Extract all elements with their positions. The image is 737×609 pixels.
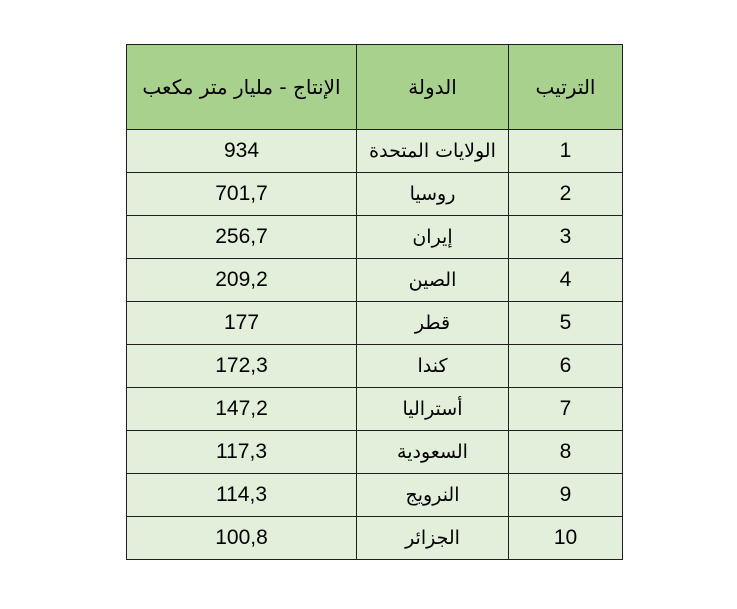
table-row xyxy=(127,302,623,345)
cell-country: إيران xyxy=(357,216,509,259)
cell-country: الولايات المتحدة xyxy=(357,130,509,173)
cell-production: 147,2 xyxy=(127,388,357,431)
cell-country: الصين xyxy=(357,259,509,302)
table-row xyxy=(127,474,623,517)
cell-production: 209,2 xyxy=(127,259,357,302)
cell-country: كندا xyxy=(357,345,509,388)
cell-production: 256,7 xyxy=(127,216,357,259)
cell-rank: 6 xyxy=(509,345,623,388)
cell-production: 701,7 xyxy=(127,173,357,216)
cell-production: 114,3 xyxy=(127,474,357,517)
table-row xyxy=(127,130,623,173)
cell-production: 172,3 xyxy=(127,345,357,388)
cell-production: 117,3 xyxy=(127,431,357,474)
cell-rank: 9 xyxy=(509,474,623,517)
header-rank: الترتيب xyxy=(509,45,623,130)
table-body xyxy=(127,130,623,560)
cell-country: أستراليا xyxy=(357,388,509,431)
production-table-container xyxy=(126,44,622,560)
header-production: الإنتاج - مليار متر مكعب xyxy=(127,45,357,130)
table-row xyxy=(127,431,623,474)
cell-rank: 2 xyxy=(509,173,623,216)
cell-production: 100,8 xyxy=(127,517,357,560)
table-row xyxy=(127,345,623,388)
table-row xyxy=(127,216,623,259)
cell-rank: 10 xyxy=(509,517,623,560)
table-row xyxy=(127,388,623,431)
cell-country: النرويج xyxy=(357,474,509,517)
table-row xyxy=(127,259,623,302)
gas-production-table xyxy=(126,44,623,560)
table-row xyxy=(127,173,623,216)
cell-rank: 3 xyxy=(509,216,623,259)
cell-rank: 5 xyxy=(509,302,623,345)
cell-rank: 8 xyxy=(509,431,623,474)
cell-country: قطر xyxy=(357,302,509,345)
cell-country: الجزائر xyxy=(357,517,509,560)
table-row xyxy=(127,517,623,560)
cell-country: السعودية xyxy=(357,431,509,474)
cell-production: 934 xyxy=(127,130,357,173)
table-header-row xyxy=(127,45,623,130)
cell-rank: 4 xyxy=(509,259,623,302)
cell-rank: 1 xyxy=(509,130,623,173)
cell-country: روسيا xyxy=(357,173,509,216)
header-country: الدولة xyxy=(357,45,509,130)
cell-production: 177 xyxy=(127,302,357,345)
cell-rank: 7 xyxy=(509,388,623,431)
